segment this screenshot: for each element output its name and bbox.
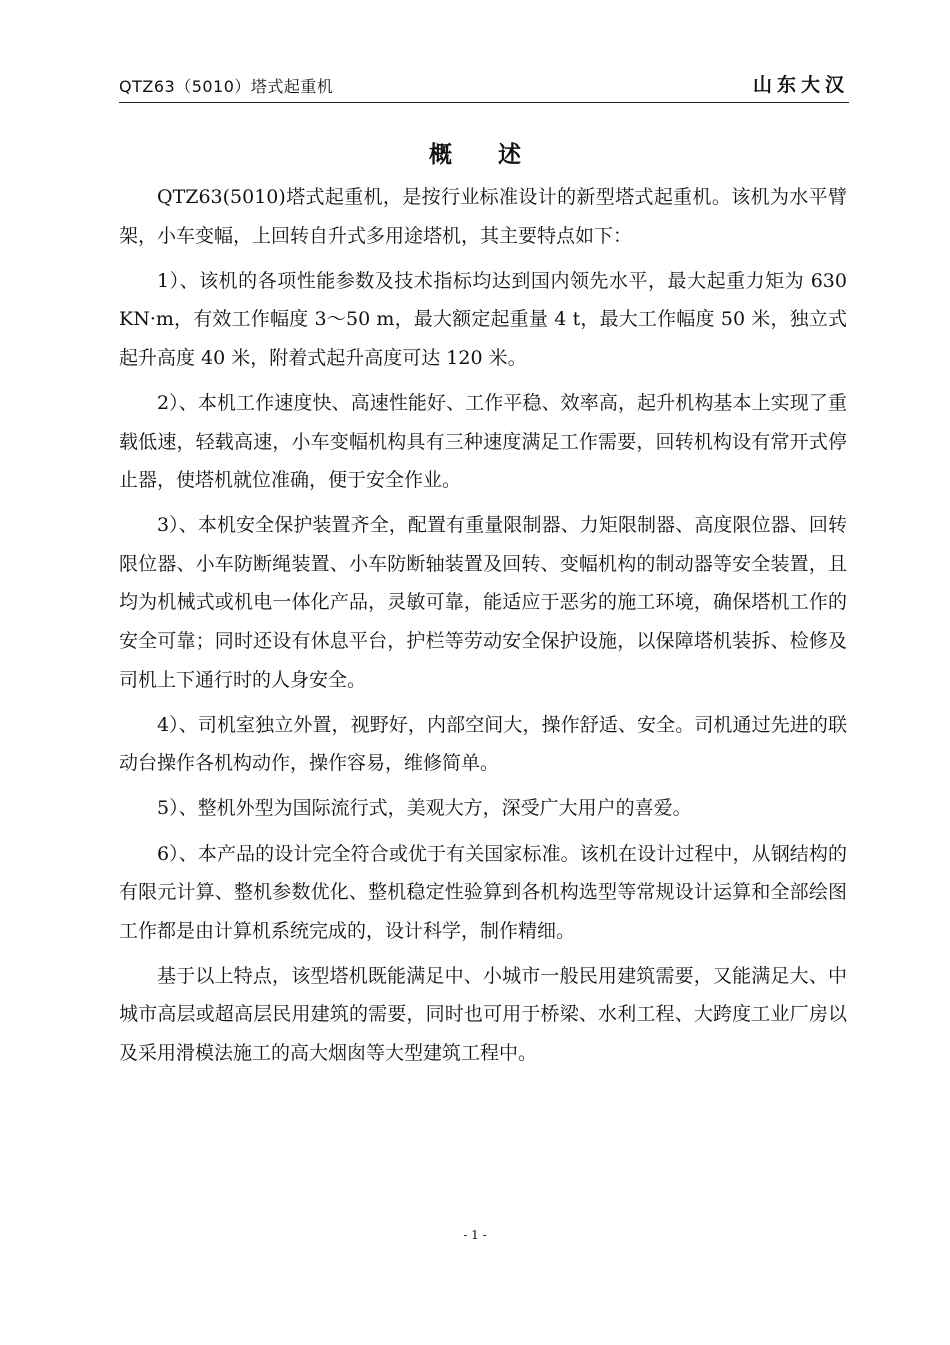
page-number: - 1 -: [463, 1228, 487, 1242]
feature-paragraph-3: 3）、本机安全保护装置齐全，配置有重量限制器、力矩限制器、高度限位器、回转限位器、小车防断绳装置、小车防断轴装置及回转、变幅机构的制动器等安全装置，且均为机械式或机电一体化产品，灵敏可靠，能适应于恶劣的施工环境，确保塔机工作的安全可靠；同时还设有休息平台，护栏等劳动安全保护设施，以保障塔机装拆、检修及司机上下通行时的人身安全。: [119, 514, 847, 691]
header-document-title: QTZ63（5010）塔式起重机: [119, 77, 334, 96]
section-title-char-2: 述: [498, 141, 521, 168]
intro-paragraph: QTZ63(5010)塔式起重机，是按行业标准设计的新型塔式起重机。该机为水平臂架，小车变幅，上回转自升式多用途塔机，其主要特点如下：: [119, 186, 847, 247]
section-title: [0, 136, 950, 169]
document-body: [119, 178, 847, 1079]
feature-paragraph-5: 5）、整机外型为国际流行式，美观大方，深受广大用户的喜爱。: [157, 797, 692, 820]
feature-paragraph-4: 4）、司机室独立外置，视野好，内部空间大，操作舒适、安全。司机通过先进的联动台操作各机构动作，操作容易，维修简单。: [119, 713, 847, 775]
feature-paragraph-6: 6）、本产品的设计完全符合或优于有关国家标准。该机在设计过程中，从钢结构的有限元计算、整机参数优化、整机稳定性验算到各机构选型等常规设计运算和全部绘图工作都是由计算机系统完成的，设计科学，制作精细。: [119, 842, 847, 942]
feature-paragraph-2: 2）、本机工作速度快、高速性能好、工作平稳、效率高，起升机构基本上实现了重载低速，轻载高速，小车变幅机构具有三种速度满足工作需要，回转机构设有常开式停止器，使塔机就位准确，便于安全作业。: [119, 391, 847, 492]
header-company-name: 山东大汉: [752, 74, 849, 96]
section-title-char-1: 概: [429, 141, 452, 168]
page-header: [119, 70, 849, 103]
feature-paragraph-1: 1）、该机的各项性能参数及技术指标均达到国内领先水平，最大起重力矩为 630 KN·m，有效工作幅度 3～50 m，最大额定起重量 4 t，最大工作幅度 50 米，独立式起升高度 40 米，附着式起升高度可达 120 米。: [119, 269, 847, 369]
conclusion-paragraph: 基于以上特点，该型塔机既能满足中、小城市一般民用建筑需要，又能满足大、中城市高层或超高层民用建筑的需要，同时也可用于桥梁、水利工程、大跨度工业厂房以及采用滑模法施工的高大烟囱等大型建筑工程中。: [119, 964, 847, 1064]
